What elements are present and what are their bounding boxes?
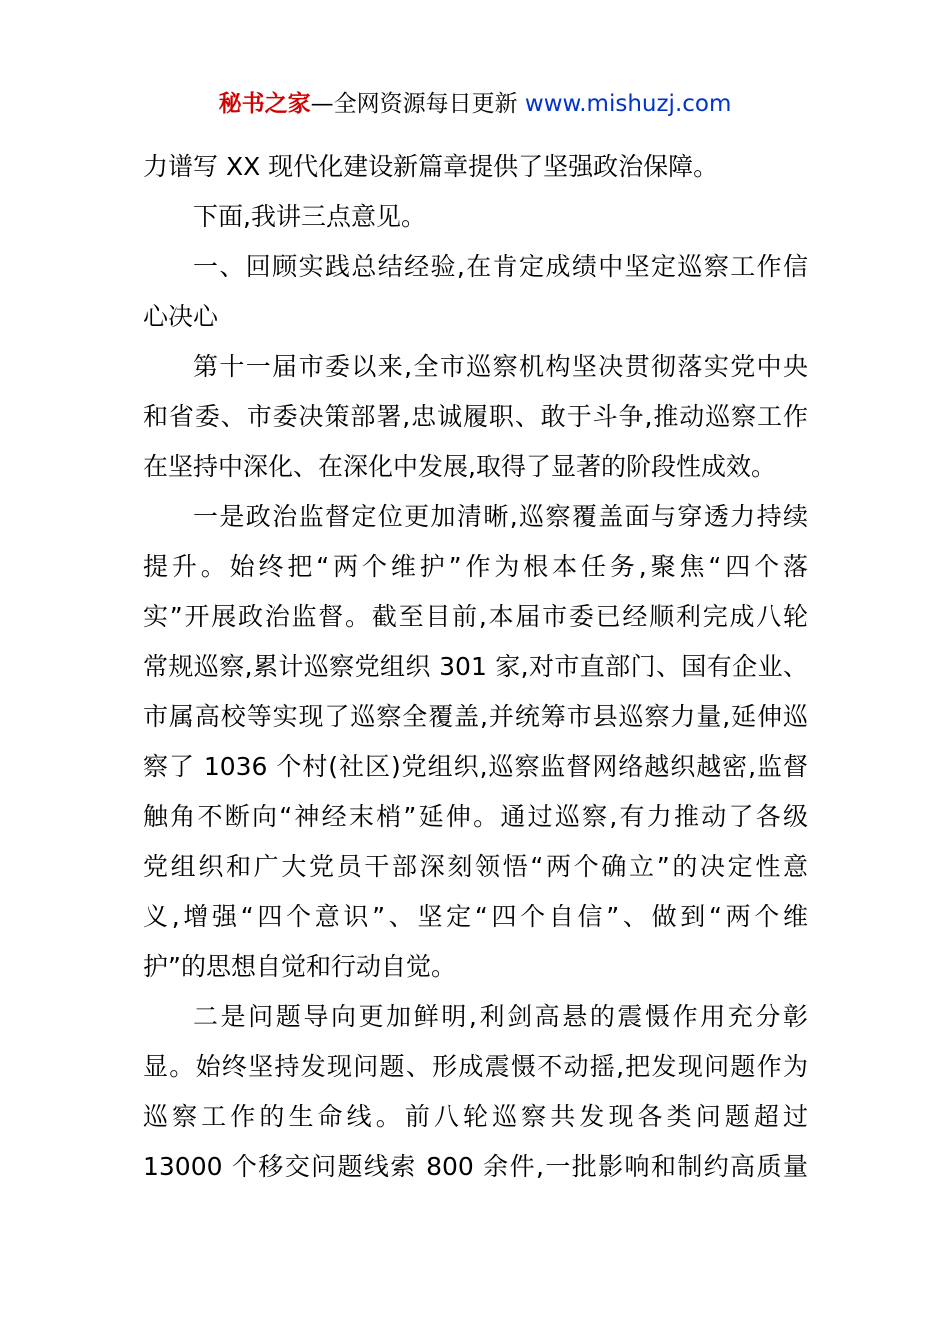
text-line-6: 和省委、市委决策部署,忠诚履职、敢于斗争,推动巡察工作 (143, 402, 808, 431)
text-line-8: 一是政治监督定位更加清晰,巡察覆盖面与穿透力持续 (193, 502, 808, 531)
site-url-link[interactable]: www.mishuzj.com (524, 91, 732, 117)
site-header (0, 88, 950, 120)
text-line-14: 触角不断向“神经末梢”延伸。通过巡察,有力推动了各级 (143, 802, 808, 831)
text-line-19: 显。始终坚持发现问题、形成震慑不动摇,把发现问题作为 (143, 1052, 808, 1081)
text-line-20: 巡察工作的生命线。前八轮巡察共发现各类问题超过 (143, 1102, 808, 1131)
text-line-17: 护”的思想自觉和行动自觉。 (143, 952, 456, 981)
site-tagline: —全网资源每日更新 (310, 91, 525, 117)
text-line-1: 力谱写 XX 现代化建设新篇章提供了坚强政治保障。 (143, 152, 719, 181)
section-heading-line-1: 一、回顾实践总结经验,在肯定成绩中坚定巡察工作信 (193, 252, 808, 281)
text-line-10: 实”开展政治监督。截至目前,本届市委已经顺利完成八轮 (143, 602, 808, 631)
text-line-2: 下面,我讲三点意见。 (193, 202, 426, 231)
text-line-18: 二是问题导向更加鲜明,利剑高悬的震慑作用充分彰 (193, 1002, 808, 1031)
text-line-13: 察了 1036 个村(社区)党组织,巡察监督网络越织越密,监督 (143, 752, 808, 781)
text-line-5: 第十一届市委以来,全市巡察机构坚决贯彻落实党中央 (193, 352, 808, 381)
text-line-16: 义,增强“四个意识”、坚定“四个自信”、做到“两个维 (143, 902, 808, 931)
text-line-15: 党组织和广大党员干部深刻领悟“两个确立”的决定性意 (143, 852, 808, 881)
site-brand: 秘书之家 (218, 91, 311, 117)
text-line-11: 常规巡察,累计巡察党组织 301 家,对市直部门、国有企业、 (143, 652, 808, 681)
text-line-9: 提升。始终把“两个维护”作为根本任务,聚焦“四个落 (143, 552, 808, 581)
text-line-21: 13000 个移交问题线索 800 余件,一批影响和制约高质量 (143, 1152, 808, 1181)
text-line-12: 市属高校等实现了巡察全覆盖,并统筹市县巡察力量,延伸巡 (143, 702, 808, 731)
section-heading-line-2: 心决心 (143, 302, 219, 331)
document-body (143, 142, 808, 1192)
text-line-7: 在坚持中深化、在深化中发展,取得了显著的阶段性成效。 (143, 452, 776, 481)
